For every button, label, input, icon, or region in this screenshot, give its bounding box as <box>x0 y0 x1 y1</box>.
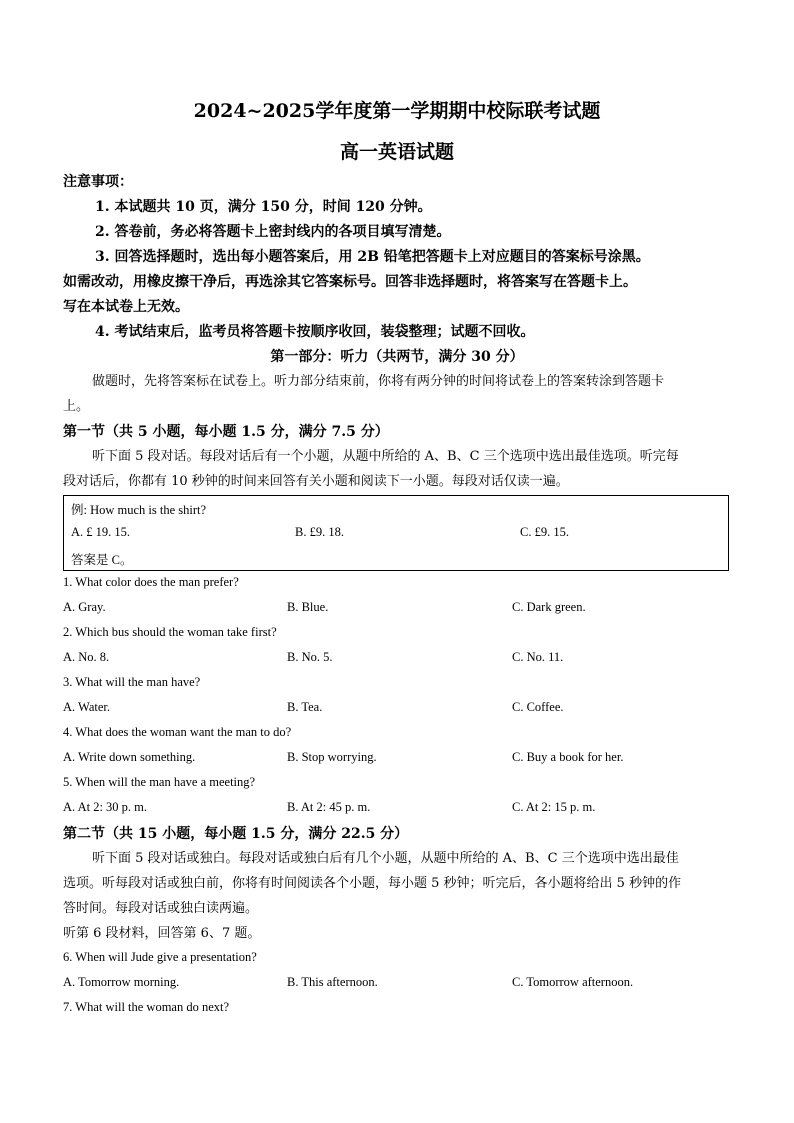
question-7: 7. What will the woman do next? <box>63 1000 230 1014</box>
notes-heading: 注意事项： <box>63 174 133 190</box>
note-item-3: 3. 回答选择题时，选出每小题答案后，用 2B 铅笔把答题卡上对应题目的答案标号涂黑。 <box>95 249 650 265</box>
example-option-c: C. £9. 15. <box>520 525 569 539</box>
section1-heading: 第一节（共 5 小题，每小题 1.5 分，满分 7.5 分） <box>63 424 389 440</box>
note-item-4: 4. 考试结束后，监考员将答题卡按顺序收回，装袋整理；试题不回收。 <box>95 324 535 340</box>
section2-intro-end: 答时间。每段对话或独白读两遍。 <box>63 901 259 916</box>
material-6-label: 听第 6 段材料，回答第 6、7 题。 <box>63 926 261 941</box>
q2-option-b: B. No. 5. <box>287 650 333 664</box>
section2-intro-cont: 选项。听每段对话或独白前，你将有时间阅读各个小题，每小题 5 秒钟；听完后，各小题将给出 5 秒钟的作 <box>63 876 682 891</box>
part1-heading: 第一部分：听力（共两节，满分 30 分） <box>270 349 524 365</box>
section1-intro-cont: 段对话后，你都有 10 秒钟的时间来回答有关小题和阅读下一小题。每段对话仅读一遍。 <box>63 474 569 489</box>
example-answer: 答案是 C。 <box>71 553 133 567</box>
section2-intro: 听下面 5 段对话或独白。每段对话或独白后有几个小题，从题中所给的 A、B、C 三个选项中选出最佳 <box>92 851 679 866</box>
question-4: 4. What does the woman want the man to do? <box>63 725 292 739</box>
q1-option-a: A. Gray. <box>63 600 106 614</box>
section2-heading: 第二节（共 15 小题，每小题 1.5 分，满分 22.5 分） <box>63 826 409 842</box>
note-item-3-end: 写在本试卷上无效。 <box>63 299 189 315</box>
question-6: 6. When will Jude give a presentation? <box>63 950 257 964</box>
question-1: 1. What color does the man prefer? <box>63 575 239 589</box>
question-5: 5. When will the man have a meeting? <box>63 775 256 789</box>
q5-option-b: B. At 2: 45 p. m. <box>287 800 371 814</box>
part1-intro: 做题时，先将答案标在试卷上。听力部分结束前，你将有两分钟的时间将试卷上的答案转涂到答题卡 <box>92 374 665 389</box>
q3-option-b: B. Tea. <box>287 700 323 714</box>
q4-option-b: B. Stop worrying. <box>287 750 377 764</box>
q4-option-c: C. Buy a book for her. <box>512 750 624 764</box>
q6-option-a: A. Tomorrow morning. <box>63 975 180 989</box>
q1-option-b: B. Blue. <box>287 600 329 614</box>
q6-option-b: B. This afternoon. <box>287 975 378 989</box>
q6-option-c: C. Tomorrow afternoon. <box>512 975 634 989</box>
q5-option-a: A. At 2: 30 p. m. <box>63 800 148 814</box>
q3-option-c: C. Coffee. <box>512 700 564 714</box>
q2-option-a: A. No. 8. <box>63 650 110 664</box>
exam-title: 2024~2025学年度第一学期期中校际联考试题 <box>193 100 601 122</box>
q2-option-c: C. No. 11. <box>512 650 564 664</box>
part1-intro-cont: 上。 <box>63 399 90 414</box>
q5-option-c: C. At 2: 15 p. m. <box>512 800 596 814</box>
q1-option-c: C. Dark green. <box>512 600 586 614</box>
section1-intro: 听下面 5 段对话。每段对话后有一个小题，从题中所给的 A、B、C 三个选项中选出最佳选项。听完每 <box>92 449 679 464</box>
q3-option-a: A. Water. <box>63 700 111 714</box>
question-2: 2. Which bus should the woman take first? <box>63 625 277 639</box>
note-item-1: 1. 本试题共 10 页，满分 150 分，时间 120 分钟。 <box>95 199 432 215</box>
question-3: 3. What will the man have? <box>63 675 201 689</box>
exam-subtitle: 高一英语试题 <box>339 141 454 163</box>
example-option-a: A. £ 19. 15. <box>71 525 131 539</box>
q4-option-a: A. Write down something. <box>63 750 196 764</box>
example-option-b: B. £9. 18. <box>295 525 344 539</box>
example-question: 例: How much is the shirt? <box>71 503 207 517</box>
note-item-2: 2. 答卷前，务必将答题卡上密封线内的各项目填写清楚。 <box>95 224 451 240</box>
note-item-3-cont: 如需改动，用橡皮擦干净后，再选涂其它答案标号。回答非选择题时，将答案写在答题卡上。 <box>63 274 637 290</box>
